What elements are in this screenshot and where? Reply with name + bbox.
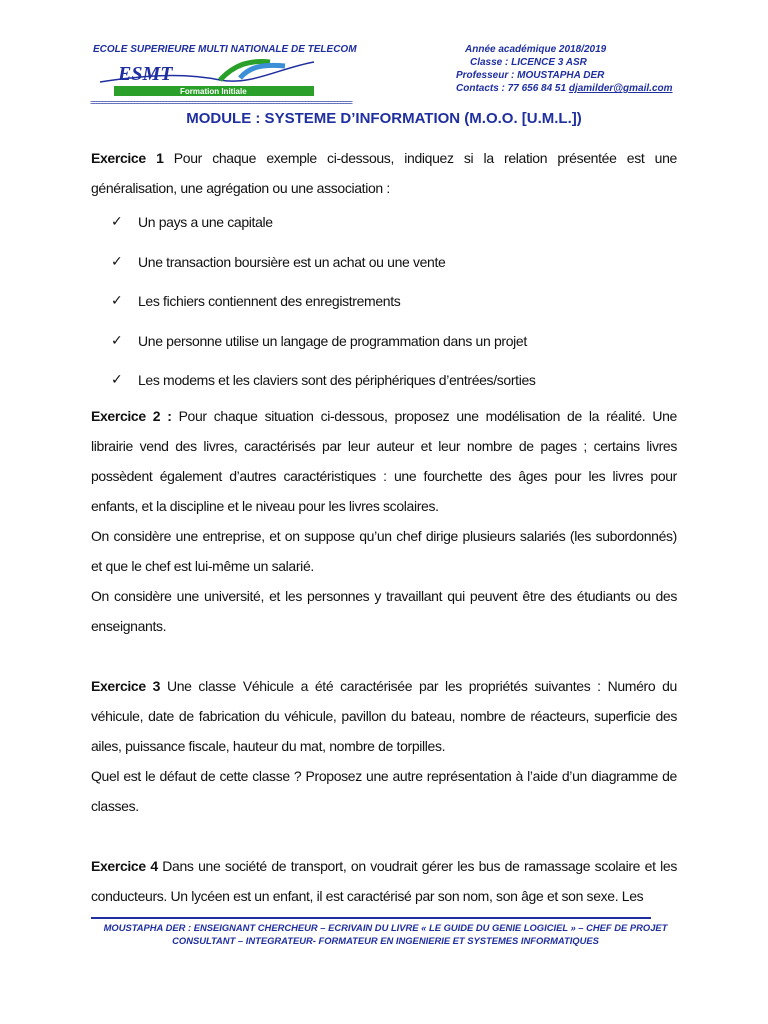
list-item: ✓ Une transaction boursière est un achat ou une vente	[91, 243, 677, 283]
exercise-3-paragraph: Quel est le défaut de cette classe ? Proposez une autre représentation à l’aide d’un diagramme de classes.	[91, 767, 677, 814]
exercise-1-list	[91, 203, 677, 401]
module-title: MODULE : SYSTEME D’INFORMATION (M.O.O. [U.M.L.])	[186, 110, 582, 127]
esmt-logo	[100, 58, 316, 98]
checkmark-icon: ✓	[111, 372, 123, 388]
checkmark-icon: ✓	[111, 332, 123, 349]
exercise-2-paragraph: On considère une université, et les personnes y travaillant qui peuvent être des étudiants ou des enseignants.	[91, 587, 677, 634]
exercise-3-title: Exercice 3	[91, 677, 161, 694]
exercise-2-title: Exercice 2 :	[91, 407, 172, 424]
footer-rule	[91, 917, 651, 919]
list-item: ✓ Une personne utilise un langage de programmation dans un projet	[91, 322, 677, 362]
exercise-body	[91, 143, 677, 911]
footer-line-1: MOUSTAPHA DER : ENSEIGNANT CHERCHEUR – ECRIVAIN DU LIVRE « LE GUIDE DU GENIE LOGICIEL » – CHEF DE PROJET	[103, 922, 668, 933]
page-footer	[88, 921, 683, 947]
header-separator: ==========================================================================================	[90, 99, 352, 108]
logo-subtitle: Formation Initiale	[180, 87, 247, 96]
class-label: Classe : LICENCE 3 ASR	[470, 57, 587, 68]
exercise-1-title: Exercice 1	[91, 150, 164, 166]
contacts-line	[456, 83, 673, 94]
professor-label: Professeur : MOUSTAPHA DER	[456, 70, 605, 81]
contacts-phone: Contacts : 77 656 84 51	[456, 83, 567, 94]
logo-text: ESMT	[118, 63, 173, 85]
email-link[interactable]: djamilder@gmail.com	[568, 83, 673, 94]
exercise-1-intro: Pour chaque exemple ci-dessous, indiquez si la relation présentée est une généralisation, une agrégation ou une association :	[91, 150, 677, 196]
footer-line-2: CONSULTANT – INTEGRATEUR- FORMATEUR EN INGENIERIE ET SYSTEMES INFORMATIQUES	[172, 935, 599, 946]
exercise-3: Exercice 3 Une classe Véhicule a été caractérisée par les propriétés suivantes : Numéro du véhicule, date de fabrication du véhicule, pavillon du bateau, nombre de réacteurs, superficie des ailes, puissance fiscale, hauteur du mat, nombre de torpilles.	[91, 677, 677, 754]
list-item: ✓ Les modems et les claviers sont des périphériques d’entrées/sorties	[91, 361, 677, 401]
exercise-4-title: Exercice 4	[91, 857, 158, 874]
checkmark-icon: ✓	[111, 214, 123, 230]
academic-year: Année académique 2018/2019	[465, 44, 607, 55]
list-item: ✓ Les fichiers contiennent des enregistrements	[91, 282, 677, 322]
exercise-2-paragraph: On considère une entreprise, et on suppose qu’un chef dirige plusieurs salariés (les subordonnés) et que le chef est lui-même un salarié.	[91, 527, 677, 574]
checkmark-icon: ✓	[111, 253, 123, 270]
exercise-4: Exercice 4 Dans une société de transport, on voudrait gérer les bus de ramassage scolaire et les conducteurs. Un lycéen est un enfant, il est caractérisé par son nom, son âge et son sexe. Les	[91, 857, 677, 904]
school-name: ECOLE SUPERIEURE MULTI NATIONALE DE TELECOM	[93, 44, 357, 55]
list-item: ✓ Un pays a une capitale	[91, 203, 677, 243]
exercise-2: Exercice 2 : Pour chaque situation ci-dessous, proposez une modélisation de la réalité. Une librairie vend des livres, caractérisés par leur auteur et leur nombre de pages ; certains livres possèdent également d’autres caractéristiques : une fourchette des âges pour les livres pour enfants, et la discipline et le niveau pour les livres scolaires.	[91, 407, 677, 514]
checkmark-icon: ✓	[111, 293, 123, 309]
exercise-1	[91, 143, 677, 203]
